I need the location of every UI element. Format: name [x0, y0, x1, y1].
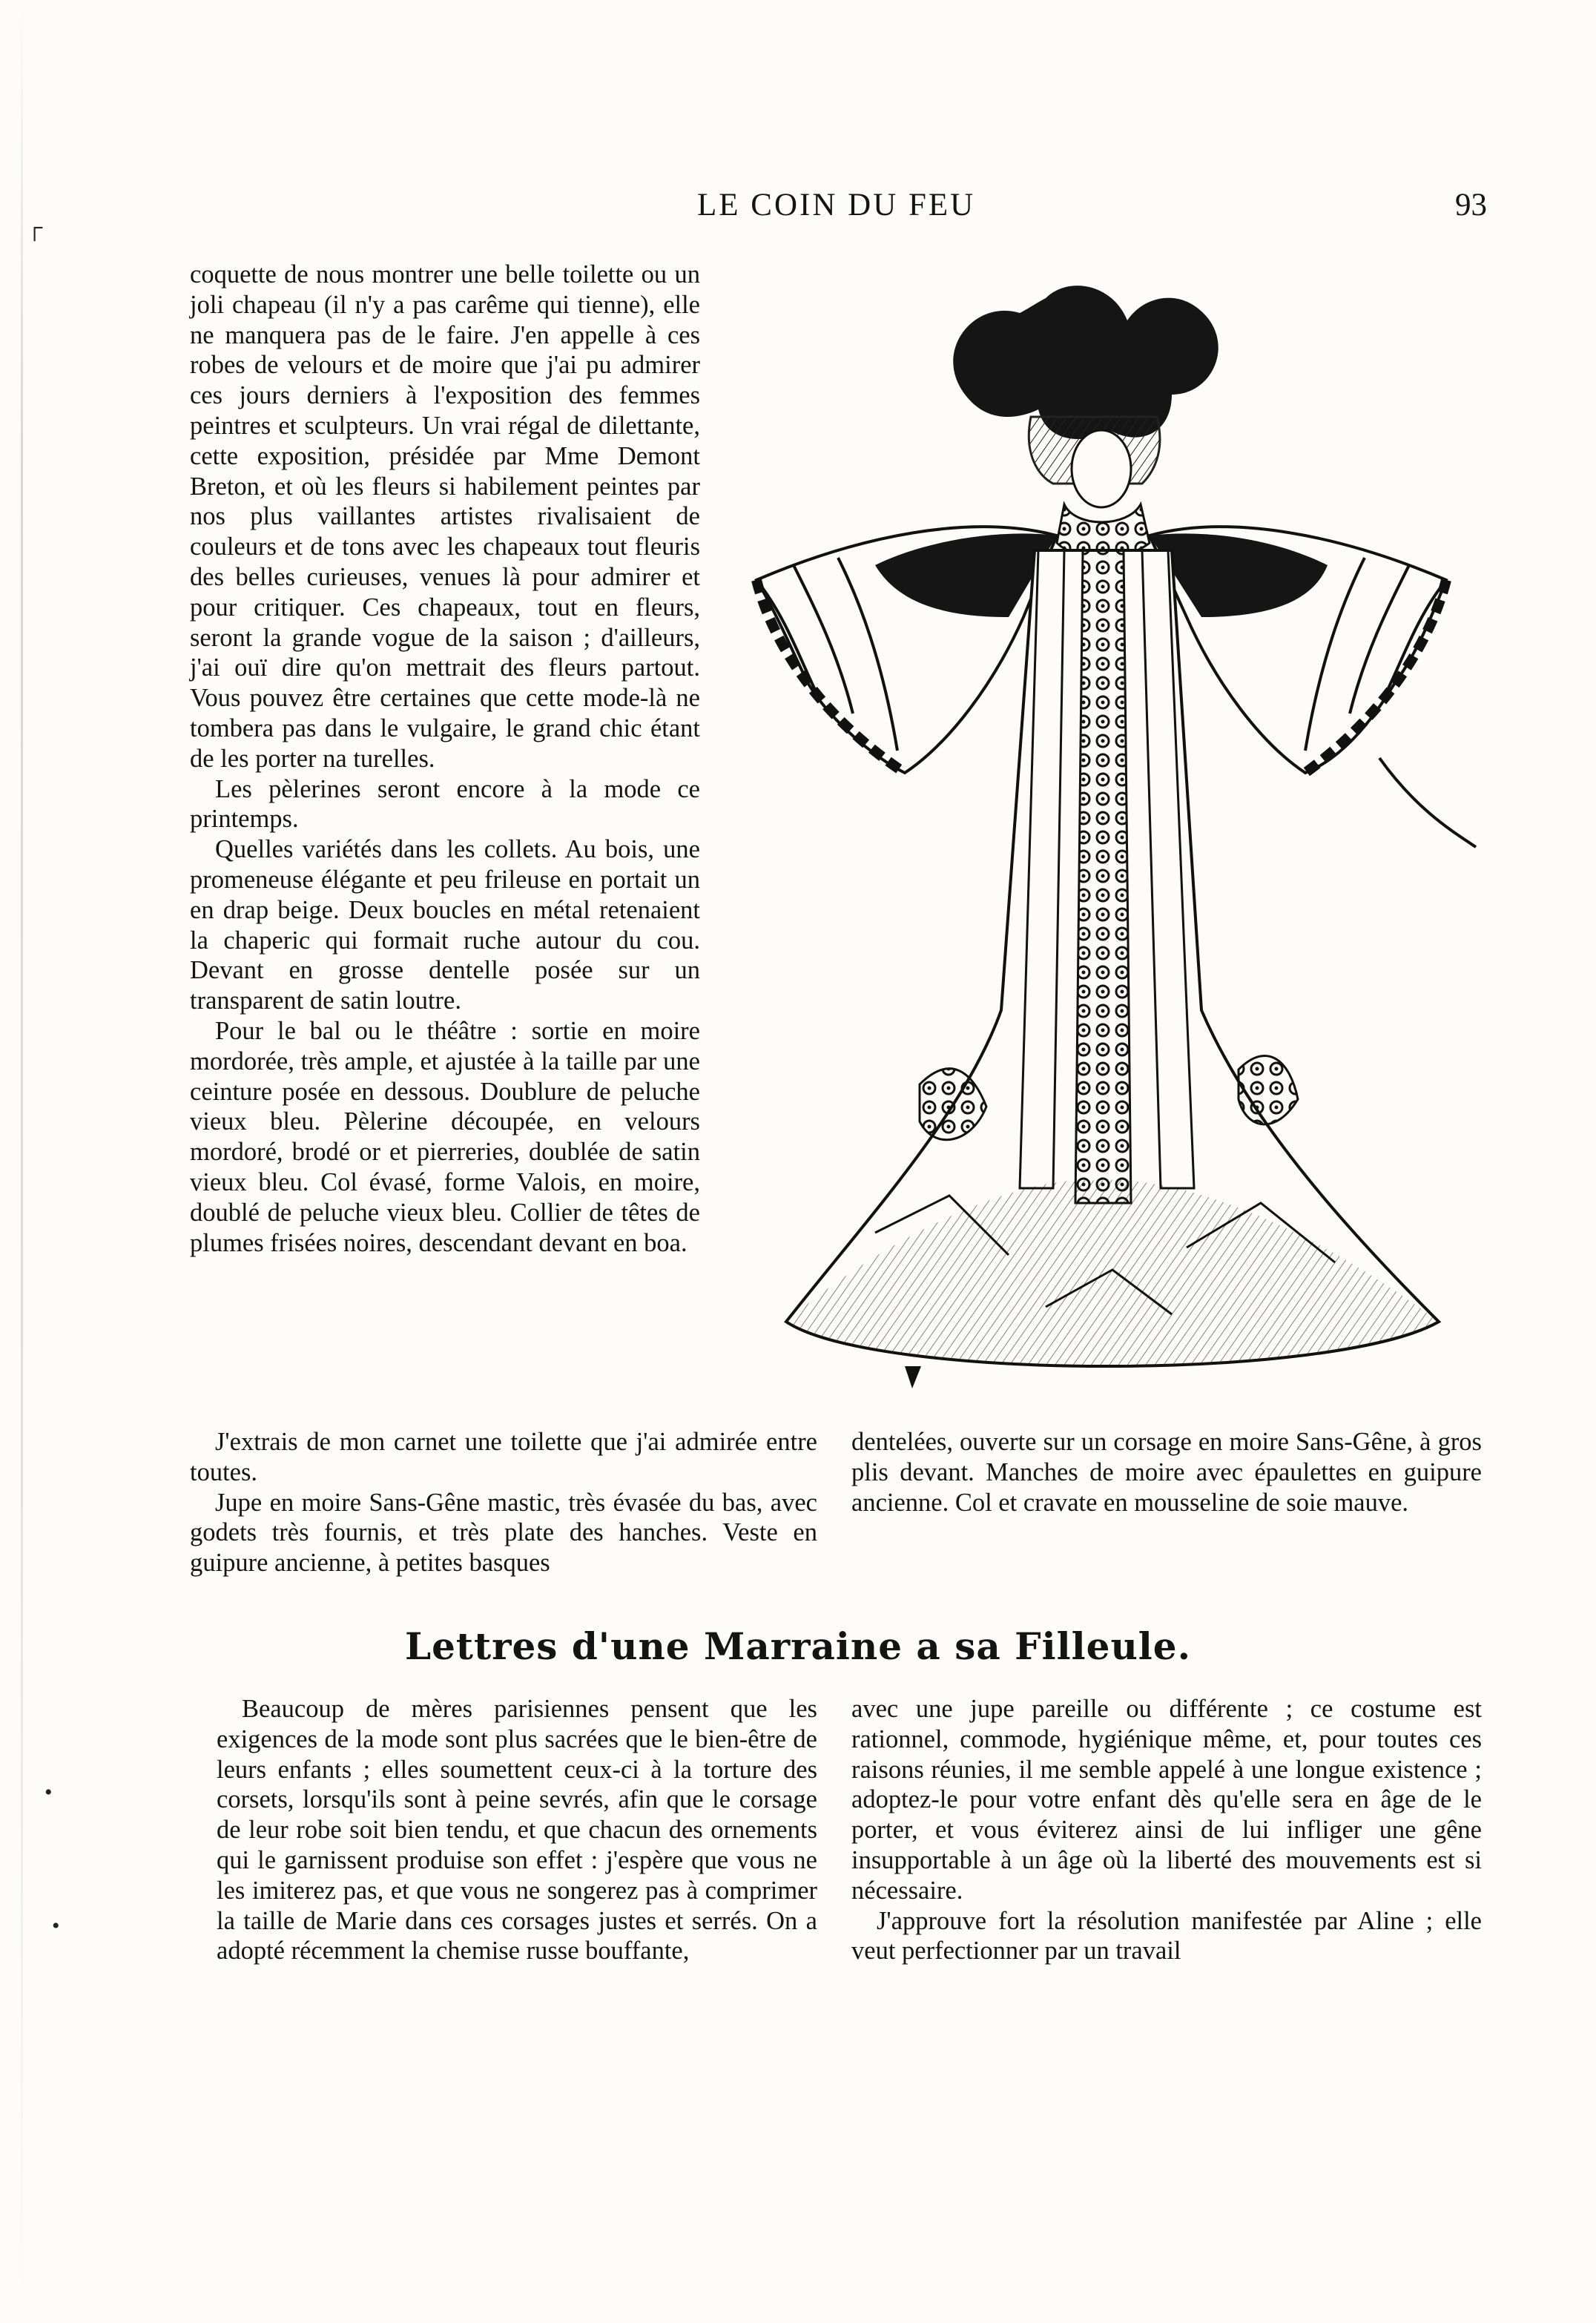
letter-column-right: [851, 1694, 1482, 1966]
paragraph: Quelles variétés dans les collets. Au bois, une promeneuse élégante et peu frileuse en portait un en drap beige. Deux boucles en métal retenaient la chaperic qui formait ruche autour du cou. Devant en grosse dentelle posée sur un transparent de satin loutre.: [190, 835, 700, 1015]
article-column-left: [190, 260, 700, 1258]
foot: [905, 1366, 921, 1388]
paragraph: avec une jupe pareille ou différente ; ce costume est rationnel, commode, hygiénique même, et, pour toutes ces raisons réunies, il me semble appelé à une longue existence ; adoptez-le pour votre enfant dès qu'elle sera en âge de le porter, et vous éviterez ainsi de lui infliger une gêne insupportable à un âge où la liberté des mouvements est si nécessaire.: [851, 1695, 1482, 1905]
letter-column-left: [217, 1694, 817, 1966]
right-arm: [1379, 758, 1476, 847]
paragraph: Pour le bal ou le théâtre : sortie en moire mordorée, très ample, et ajustée à la taille par une ceinture posée en dessous. Doublure de peluche vieux bleu. Pèlerine découpée, en velours mordoré, brodé or et pierreries, doublée de satin vieux bleu. Col évasé, forme Valois, en moire, doublé de peluche vieux bleu. Collier de têtes de plumes frisées noires, descendant devant en boa.: [190, 1016, 700, 1257]
paragraph: Les pèlerines seront encore à la mode ce printemps.: [190, 774, 700, 834]
article-column-right-bottom: [851, 1427, 1482, 1518]
margin-mark: •: [52, 1914, 60, 1938]
page-number: 93: [1455, 188, 1487, 223]
running-title: LE COIN DU FEU: [697, 188, 976, 223]
page-header: [0, 187, 1596, 231]
fashion-illustration: [727, 268, 1498, 1426]
paragraph: coquette de nous montrer une belle toilette ou un joli chapeau (il n'y a pas carême qui tienne), elle ne manquera pas de le faire. J'en appelle à ces robes de velours et de moire que j'ai pu admirer ces jours derniers à l'exposition des femmes peintres et sculpteurs. Un vrai régal de dilettante, cette exposition, présidée par Mme Demont Breton, et où les fleurs si habilement peintes par nos plus vaillantes artistes rivalisaient de couleurs et de tons avec les chapeaux tout fleuris des belles curieuses, venues là pour admirer et pour critiquer. Ces chapeaux, tout en fleurs, seront la grande vogue de la saison ; d'ailleurs, j'ai ouï dire qu'on mettrait des fleurs partout. Vous pouvez être certaines que cette mode-là ne tombera pas dans le vulgaire, le grand chic étant de les porter na turelles.: [190, 260, 700, 773]
cape-gown-engraving: [727, 268, 1498, 1426]
margin-mark: •: [44, 1780, 53, 1805]
face: [1072, 430, 1131, 507]
article-column-left-bottom: [190, 1427, 817, 1578]
paragraph: Beaucoup de mères parisiennes pensent que les exigences de la mode sont plus sacrées que le bien-être de leurs enfants ; elles soumettent ceux-ci à la torture des corsets, lorsqu'ils sont à peine sevrés, afin que le corsage de leur robe soit bien tendu, et que chacun des ornements qui le garnissent produise son effet : j'espère que vous ne les imiterez pas, et que vous ne songerez pas à comprimer la taille de Marie dans ces corsages justes et serrés. On a adopté récemment la chemise russe bouffante,: [217, 1695, 817, 1966]
lace-panel: [1075, 550, 1131, 1203]
paragraph: J'approuve fort la résolution manifestée par Aline ; elle veut perfectionner par un travail: [851, 1906, 1482, 1966]
margin-mark: ┌: [27, 215, 43, 240]
paragraph: Jupe en moire Sans-Gêne mastic, très évasée du bas, avec godets très fournis, et très plate des hanches. Veste en guipure ancienne, à petites basques: [190, 1488, 817, 1578]
section-title: Lettres d'une Marraine a sa Filleule.: [404, 1624, 1192, 1668]
page-binding-edge: [21, 0, 23, 2323]
paragraph: dentelées, ouverte sur un corsage en moire Sans-Gêne, à gros plis devant. Manches de moire avec épaulettes en guipure ancienne. Col et cravate en mousseline de soie mauve.: [851, 1428, 1482, 1517]
paragraph: J'extrais de mon carnet une toilette que j'ai admirée entre toutes.: [190, 1428, 817, 1486]
